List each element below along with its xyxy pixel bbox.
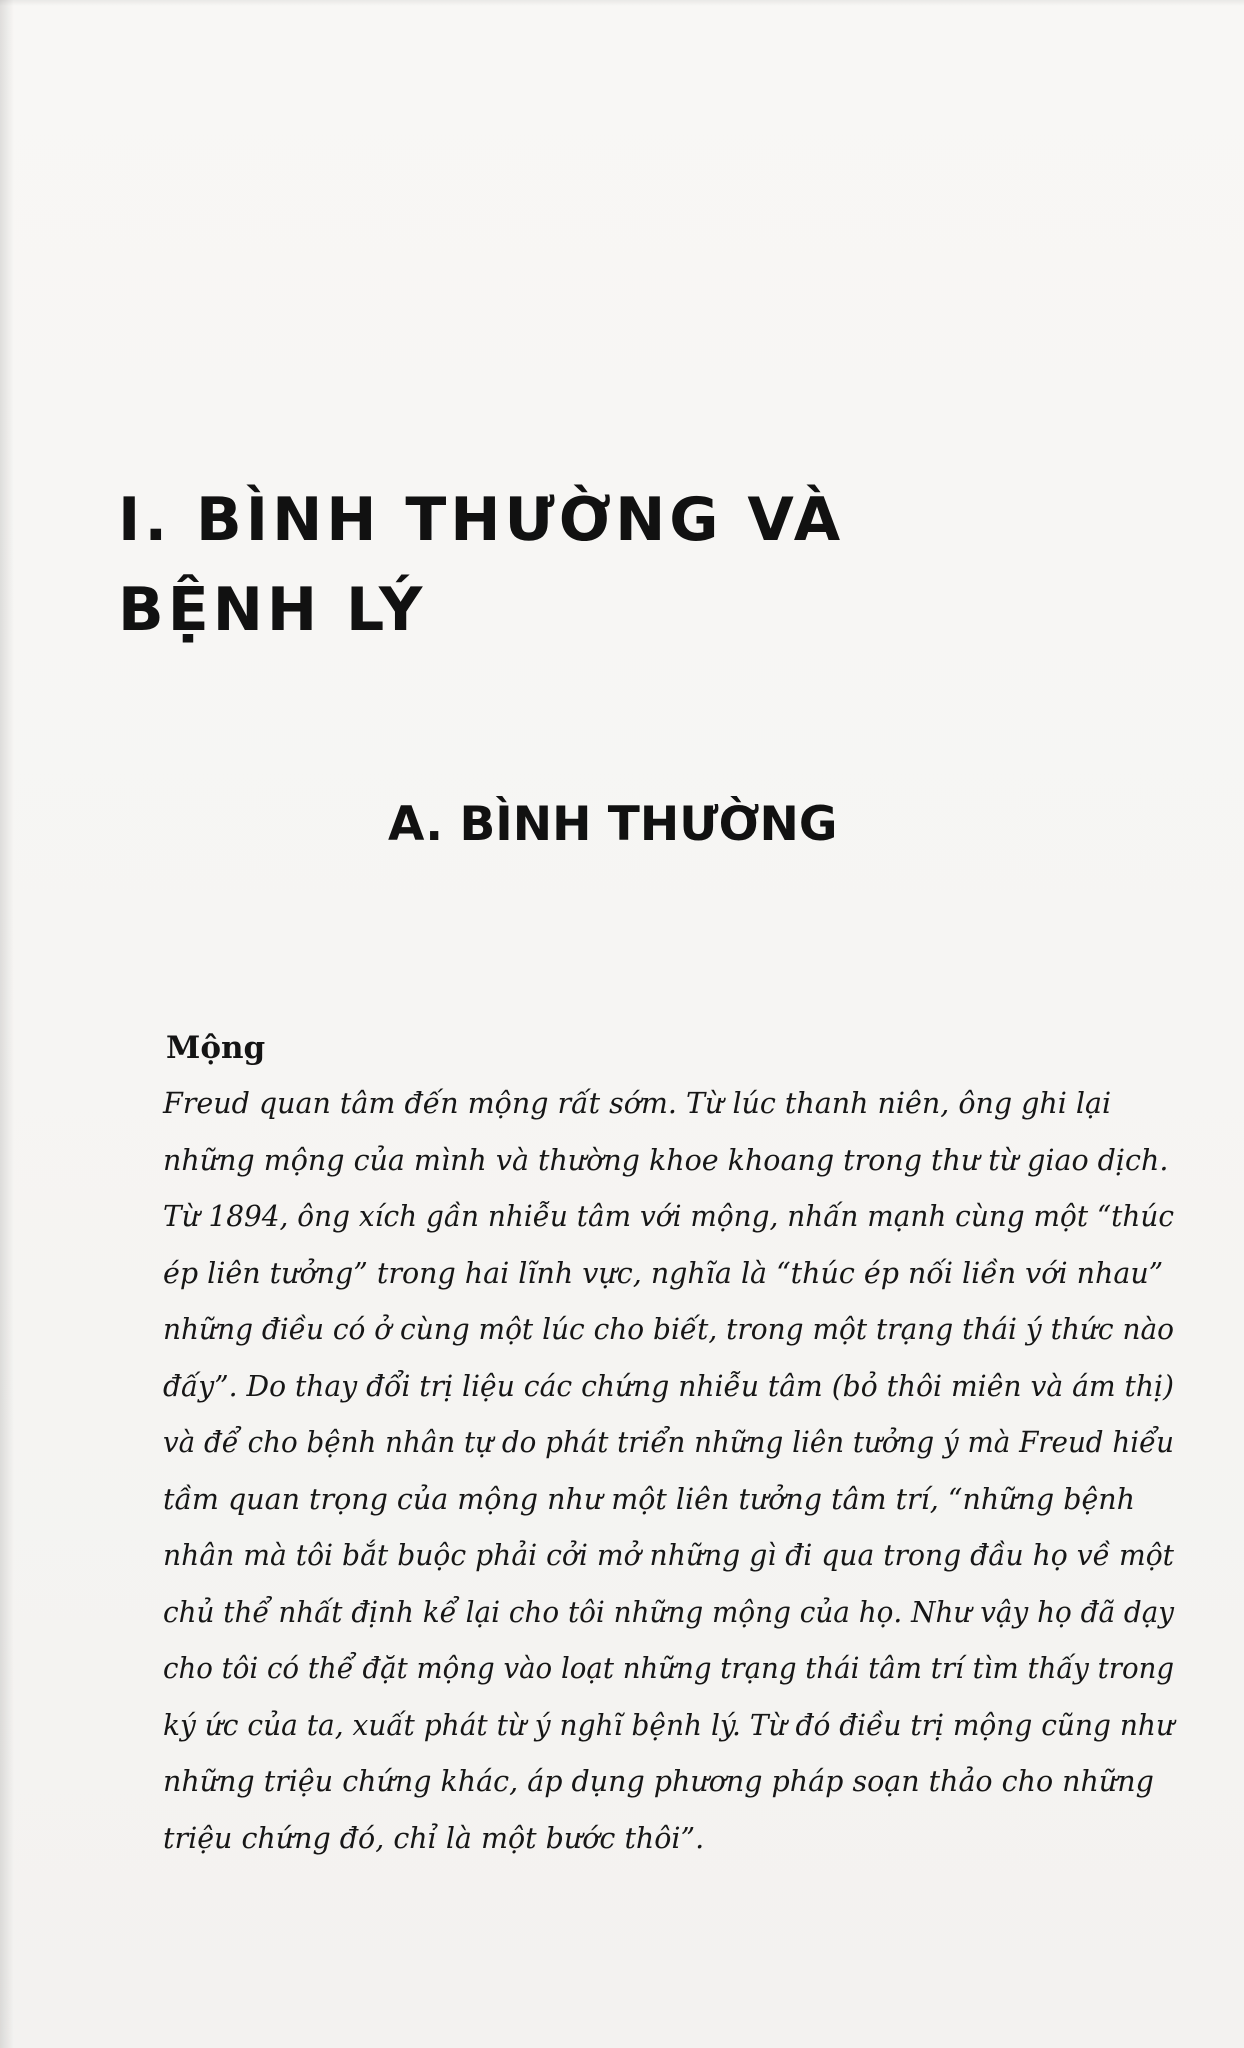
body-line: và để cho bệnh nhân tự do phát triển những liên tưởng ý mà Freud hiểu — [163, 1426, 1175, 1459]
chapter-title — [118, 475, 1118, 655]
body-line: những triệu chứng khác, áp dụng phương pháp soạn thảo cho những — [163, 1765, 1154, 1798]
chapter-title-line-2: BỆNH LÝ — [118, 575, 427, 645]
body-line: ký ức của ta, xuất phát từ ý nghĩ bệnh lý. Từ đó điều trị mộng cũng như — [163, 1708, 1175, 1742]
body-line: những điều có ở cùng một lúc cho biết, trong một trạng thái ý thức nào — [163, 1313, 1174, 1346]
chapter-title-line-1: I. BÌNH THƯỜNG VÀ — [118, 485, 845, 555]
section-title: A. BÌNH THƯỜNG — [388, 797, 838, 852]
body-line: cho tôi có thể đặt mộng vào loạt những trạng thái tâm trí tìm thấy trong — [163, 1652, 1175, 1685]
body-line: chủ thể nhất định kể lại cho tôi những mộng của họ. Như vậy họ đã dạy — [163, 1595, 1175, 1629]
page-gutter-shadow — [0, 0, 14, 2048]
body-line: triệu chứng đó, chỉ là một bước thôi”. — [163, 1821, 705, 1855]
body-line: Từ 1894, ông xích gần nhiễu tâm với mộng, nhấn mạnh cùng một “thúc — [163, 1200, 1175, 1233]
body-line: ép liên tưởng” trong hai lĩnh vực, nghĩa là “thúc ép nối liền với nhau” — [163, 1256, 1164, 1290]
subheading: Mộng — [166, 1030, 266, 1066]
body-line: đấy”. Do thay đổi trị liệu các chứng nhiễu tâm (bỏ thôi miên và ám thị) — [163, 1369, 1174, 1403]
body-line: tầm quan trọng của mộng như một liên tưởng tâm trí, “những bệnh — [163, 1482, 1136, 1516]
page-top-edge — [0, 0, 1244, 6]
body-line: những mộng của mình và thường khoe khoang trong thư từ giao dịch. — [163, 1143, 1169, 1177]
body-line: nhân mà tôi bắt buộc phải cởi mở những gì đi qua trong đầu họ về một — [163, 1539, 1175, 1572]
body-line: Freud quan tâm đến mộng rất sớm. Từ lúc thanh niên, ông ghi lại — [163, 1087, 1112, 1120]
body-paragraph — [163, 1076, 1175, 1867]
